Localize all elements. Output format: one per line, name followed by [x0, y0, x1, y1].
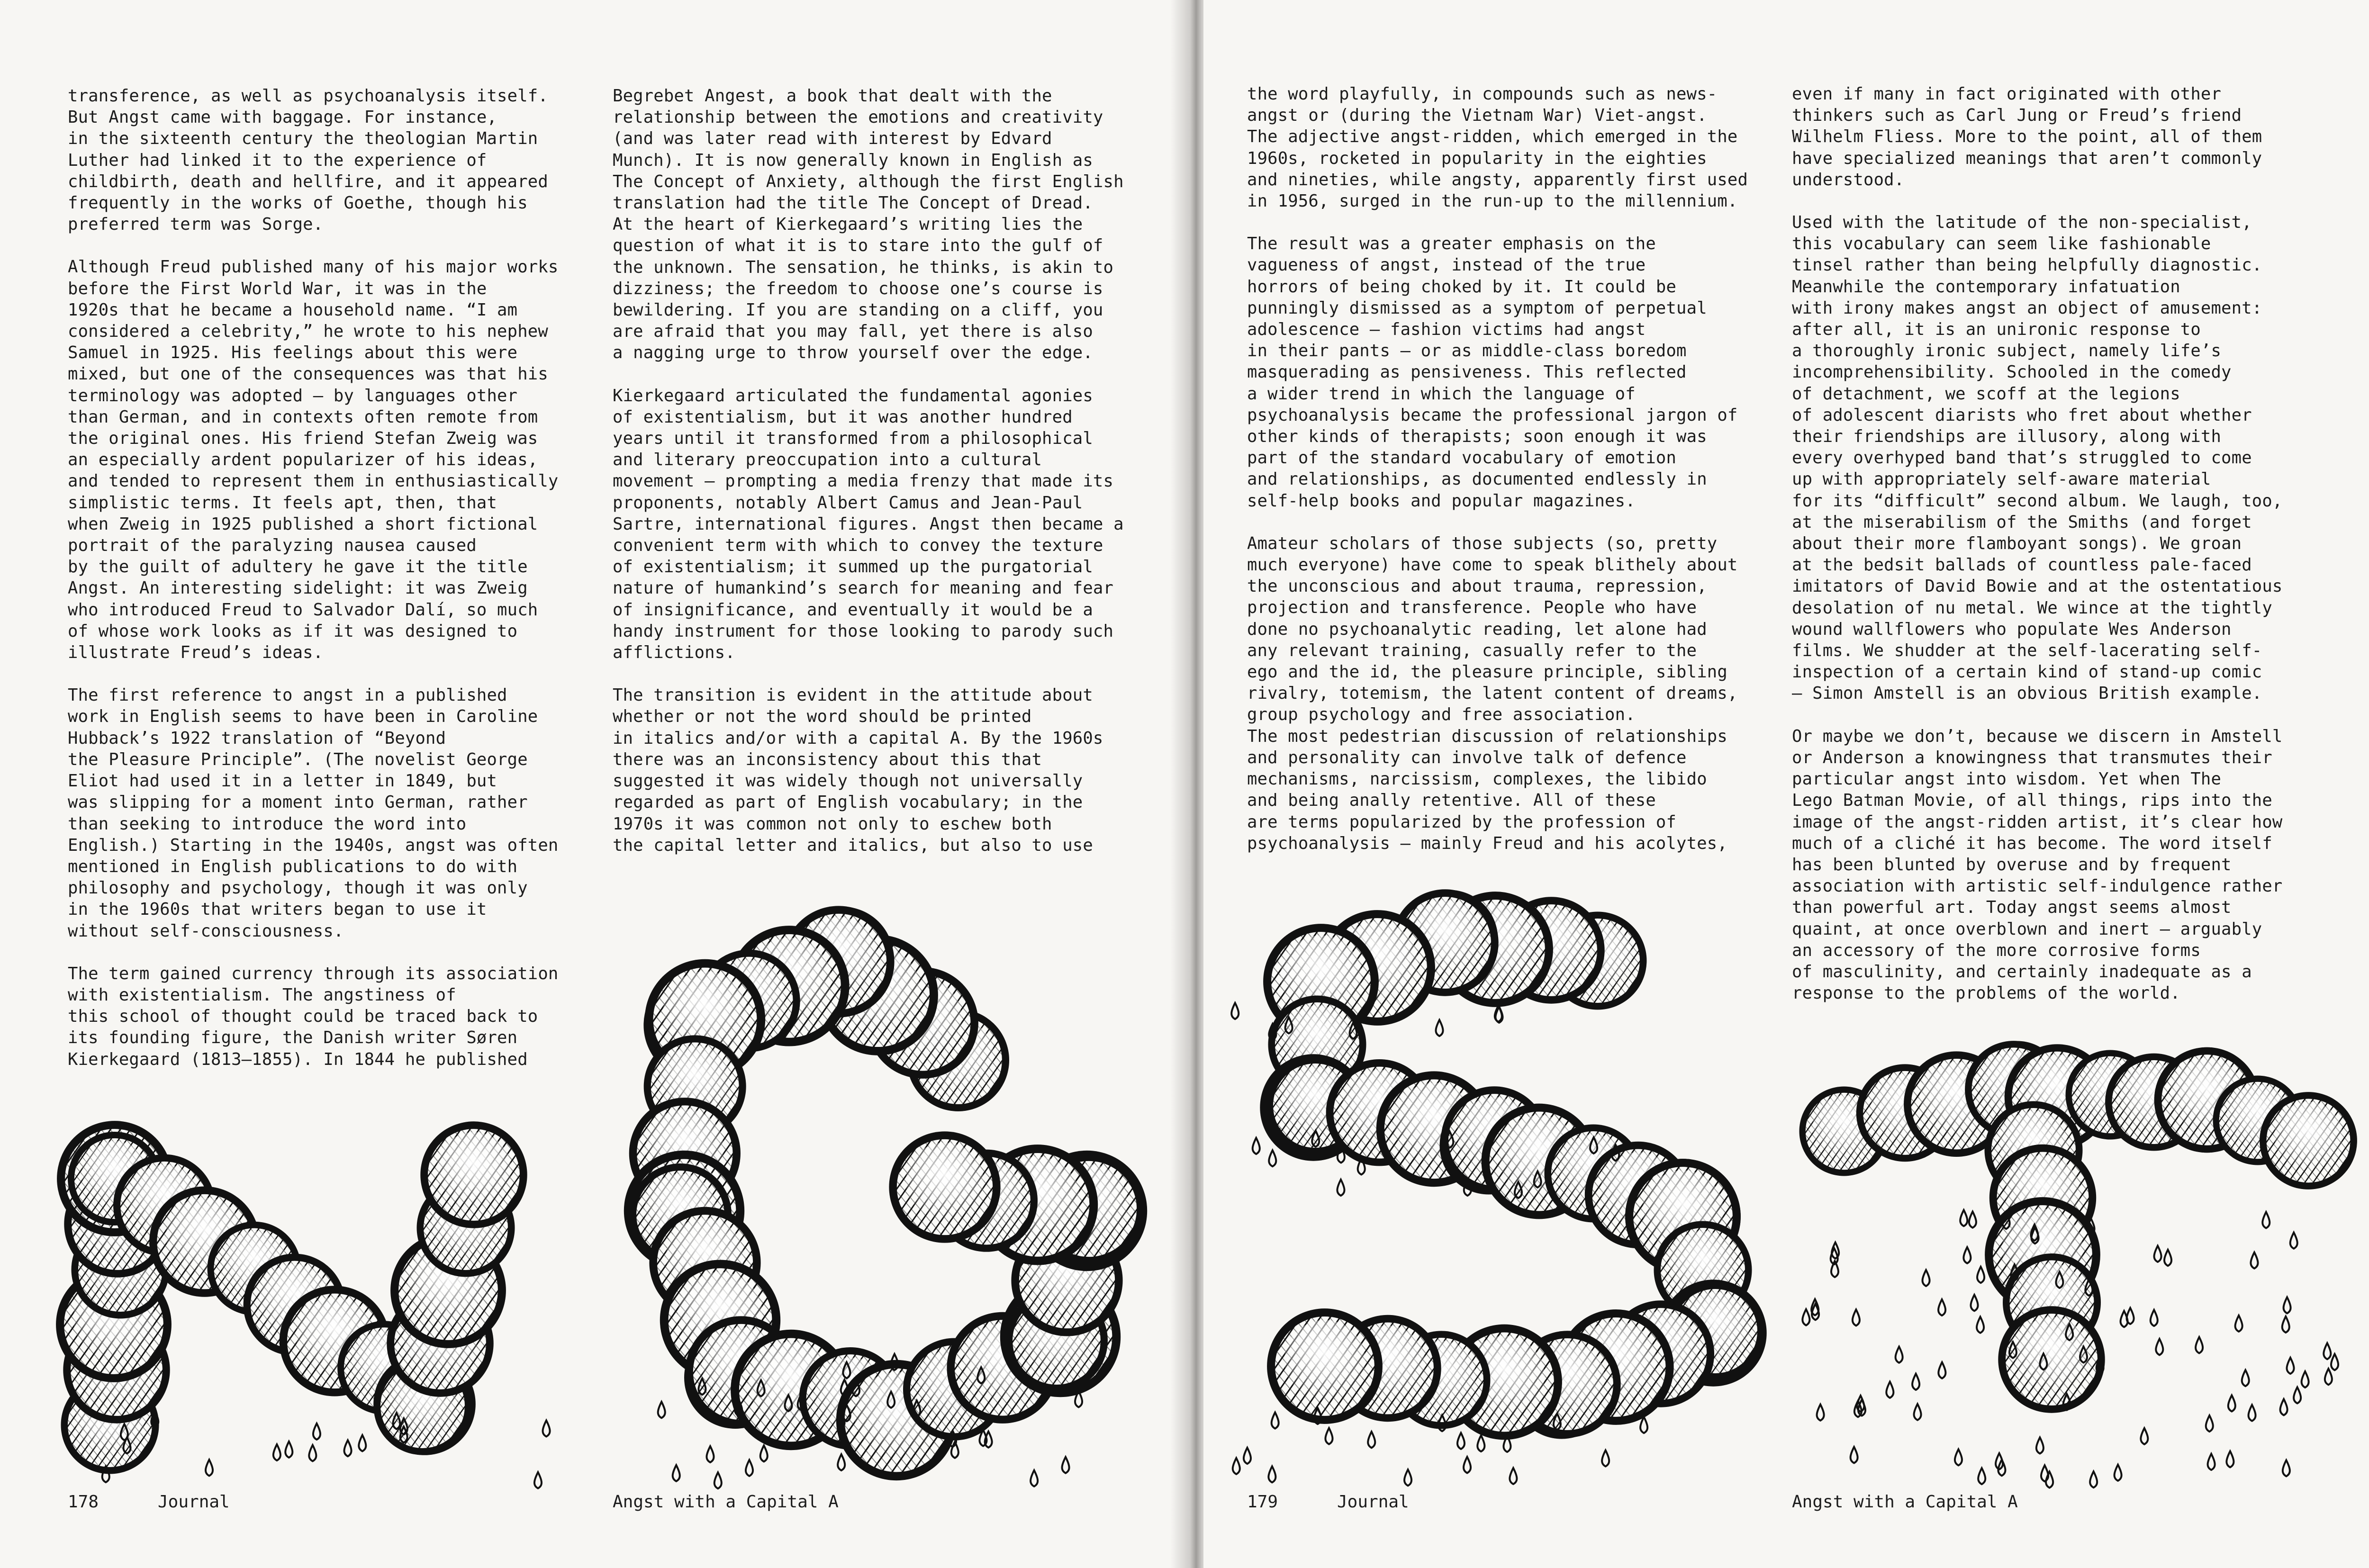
left-column-2: [613, 85, 1157, 877]
paragraph: The first reference to angst in a published work in English seems to have been in Caroline Hubback’s 1922 translation of “Beyond the Pleasure Principle”. (The novelist George Eliot had used it in a letter in 1849, but was slipping for a moment into German, rather than seeking to introduce the word into English.) Starting in the 1940s, angst was often mentioned in English publications to do with philosophy and psychology, though it was only in the 1960s that writers began to use it without self-consciousness.: [68, 685, 559, 941]
paragraph: even if many in fact originated with other thinkers such as Carl Jung or Freud’s friend Wilhelm Fliess. More to the point, all of them have specialized meanings that aren’t commonly understood.: [1792, 84, 2262, 189]
paragraph: Kierkegaard articulated the fundamental agonies of existentialism, but it was another hundred years until it transformed from a philosophical and literary preoccupation into a cultural movement – prompting a media frenzy that made its proponents, notably Albert Camus and Jean-Paul Sartre, international figures. Angst then became a convenient term with which to convey the texture of existentialism; it summed up the purgatorial nature of humankind’s search for meaning and fear of insignificance, and eventually it would be a handy instrument for those looking to parody such afflictions.: [613, 386, 1124, 663]
paragraph: The result was a greater emphasis on the vagueness of angst, instead of the true horrors of being choked by it. It could be punningly dismissed as a symptom of perpetual adolescence – fashion victims had angst in their pants – or as middle-class boredom masquerading as pensiveness. This reflected a wider trend in which the language of psychoanalysis became the professional jargon of other kinds of therapists; soon enough it was part of the standard vocabulary of emotion and relationships, as documented endlessly in self-help books and popular magazines.: [1247, 234, 1738, 511]
page-number: 178: [68, 1492, 99, 1512]
right-column-2: [1792, 83, 2351, 1025]
paragraph: The term gained currency through its association with existentialism. The angstiness of this school of thought could be traced back to its founding figure, the Danish writer Søren Kierkegaard (1813–1855). In 1844 he published: [68, 964, 559, 1069]
section-label: Journal: [1337, 1492, 1409, 1512]
paragraph: the word playfully, in compounds such as news- angst or (during the Vietnam War) Viet-angst. The adjective angst-ridden, which emerged in the 1960s, rocketed in popularity in the eighties and nineties, while angsty, apparently first used in 1956, surged in the run-up to the millennium.: [1247, 84, 1748, 211]
paragraph: Used with the latitude of the non-specialist, this vocabulary can seem like fashionable tinsel rather than being helpfully diagnostic. Meanwhile the contemporary infatuation with irony makes angst an object of amusement: after all, it is an unironic response to a thoroughly ironic subject, namely life’s incomprehensibility. Schooled in the comedy of detachment, we scoff at the legions of adolescent diarists who fret about whether their friendships are illusory, along with every overhyped band that’s struggled to come up with appropriately self-aware material for its “difficult” second album. We laugh, too, at the miserabilism of the Smiths (and forget about their more flamboyant songs). We groan at the bedsit ballads of countless pale-faced imitators of David Bowie and at the ostentatious desolation of nu metal. We wince at the tightly wound wallflowers who populate Wes Anderson films. We shudder at the self-lacerating self- inspection of a certain kind of stand-up comic – Simon Amstell is an obvious British example.: [1792, 213, 2283, 703]
paragraph: transference, as well as psychoanalysis itself. But Angst came with baggage. For instance, in the sixteenth century the theologian Martin Luther had linked it to the experience of childbirth, death and hellfire, and it appeared frequently in the works of Goethe, though his preferred term was Sorge.: [68, 86, 548, 234]
right-page: [1203, 0, 2369, 1568]
section-label: Journal: [158, 1492, 230, 1512]
left-column-1: [68, 85, 589, 1091]
right-column-1: [1247, 83, 1782, 875]
paragraph: The transition is evident in the attitude about whether or not the word should be printed in italics and/or with a capital A. By the 1960s there was an inconsistency about this that suggested it was widely though not universally regarded as part of English vocabulary; in the 1970s it was common not only to eschew both the capital letter and italics, but also to use: [613, 685, 1103, 855]
paragraph: Or maybe we don’t, because we discern in Amstell or Anderson a knowingness that transmutes their particular angst into wisdom. Yet when The Lego Batman Movie, of all things, rips into the image of the angst-ridden artist, it’s clear how much of a cliché it has become. The word itself has been blunted by overuse and by frequent association with artistic self-indulgence rather than powerful art. Today angst seems almost quaint, at once overblown and inert – arguably an accessory of the more corrosive forms of masculinity, and certainly inadequate as a response to the problems of the world.: [1792, 726, 2283, 1003]
running-title: Angst with a Capital A: [1792, 1492, 2018, 1512]
paragraph: Although Freud published many of his major works before the First World War, it was in the 1920s that he became a household name. “I am considered a celebrity,” he wrote to his nephew Samuel in 1925. His feelings about this were mixed, but one of the consequences was that his terminology was adopted – by languages other than German, and in contexts often remote from the original ones. His friend Stefan Zweig was an especially ardent popularizer of his ideas, and tended to represent them in enthusiastically simplistic terms. It feels apt, then, that when Zweig in 1925 published a short fictional portrait of the paralyzing nausea caused by the guilt of adultery he gave it the title Angst. An interesting sidelight: it was Zweig who introduced Freud to Salvador Dalí, so much of whose work looks as if it was designed to illustrate Freud’s ideas.: [68, 257, 559, 663]
paragraph: Begrebet Angest, a book that dealt with the relationship between the emotions and creativity (and was later read with interest by Edvard Munch). It is now generally known in English as The Concept of Anxiety, although the first English translation had the title The Concept of Dread. At the heart of Kierkegaard’s writing lies the question of what it is to stare into the gulf of the unknown. The sensation, he thinks, is akin to dizziness; the freedom to choose one’s course is bewildering. If you are standing on a cliff, you are afraid that you may fall, yet there is also a nagging urge to throw yourself over the edge.: [613, 86, 1124, 363]
running-title: Angst with a Capital A: [613, 1492, 839, 1512]
paragraph: Amateur scholars of those subjects (so, pretty much everyone) have come to speak blithely about the unconscious and about trauma, repression, projection and transference. People who have done no psychoanalytic reading, let alone had any relevant training, casually refer to the ego and the id, the pleasure principle, sibling rivalry, totemism, the latent content of dreams, group psychology and free association. The most pedestrian discussion of relationships and personality can involve talk of defence mechanisms, narcissism, complexes, the libido and being anally retentive. All of these are terms popularized by the profession of psychoanalysis – mainly Freud and his acolytes,: [1247, 533, 1738, 853]
page-number: 179: [1247, 1492, 1278, 1512]
